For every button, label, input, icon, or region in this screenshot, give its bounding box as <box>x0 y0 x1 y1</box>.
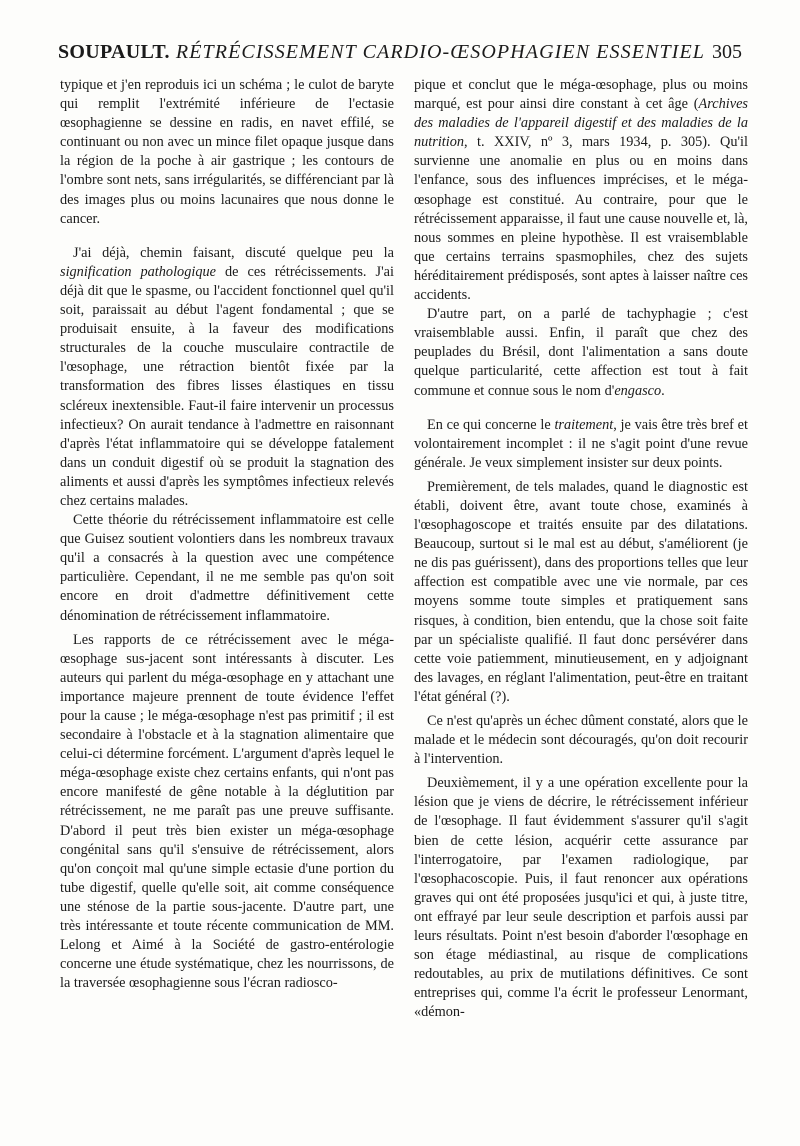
right-column <box>414 76 748 1023</box>
header-author: SOUPAULT. <box>58 41 170 63</box>
paragraph: Cette théorie du rétrécissement inflammatoire est celle que Guisez soutient volontiers dans les nombreux travaux qu'il a consacrés à la question avec une compétence particulière. Cependant, il ne me semble pas qu'on soit encore en droit d'admettre définitivement cette dénomination de rétrécissement inflammatoire. <box>60 512 394 624</box>
emphasis: engasco <box>614 382 662 399</box>
paragraph: En ce qui concerne le traitement, je vais être très bref et volontairement incomplet : il ne s'agit point d'une revue générale. Je veux simplement insister sur deux points. <box>414 416 748 471</box>
paragraph: Premièrement, de tels malades, quand le diagnostic est établi, doivent être, avant toute chose, examinés à l'œsophagoscope et traités ensuite par des dilatations. Beaucoup, surtout si le mal est au début, s'améliorent (je ne dis pas guérissent), dans des proportions telles que leur affection est compatible avec une vie normale, par ces moyens somme toute simples et pratiquement sans risques, à condition, bien entendu, que la chose soit faite par un spécialiste qualifié. Il faut donc persévérer dans cette voie patiemment, minutieusement, en y adjoignant des lavages, en réglant l'alimentation, peut-être en traitant l'état général (?). <box>414 478 748 705</box>
paragraph: typique et j'en reproduis ici un schéma ; le culot de baryte qui remplit l'extrémité inférieure de l'ectasie œsophagienne se dessine en radis, en navet effilé, se continuant ou non avec un mince filet opaque jusque dans la région de la poche à air gastrique ; les contours de l'ombre sont nets, sans irrégularités, se différenciant par là des images plus ou moins lacunaires que nous donne le cancer. <box>60 77 394 227</box>
running-header <box>58 38 742 66</box>
paragraph: pique et conclut que le méga-œsophage, plus ou moins marqué, est pour ainsi dire constant à cet âge (Archives des maladies de l'appareil digestif et des maladies de la nutrition, t. XXIV, nº 3, mars 1934, p. 305). Qu'il survienne une anomalie en plus ou en moins dans l'enfance, sous des influences imprécises, et le méga-œsophage est constitué. Au contraire, pour que le rétrécissement apparaisse, il faut une cause nouvelle et, là, nous sommes en pleine hypothèse. Il est vraisemblable que certains terrains spasmophiles, chez des sujets héréditairement prédisposés, sont aptes à laisser naître ces accidents. <box>414 77 748 304</box>
emphasis: signification pathologique <box>60 263 216 280</box>
citation: Archives des maladies de l'appareil digestif et des maladies de la nutrition <box>414 96 748 151</box>
paragraph: Deuxièmement, il y a une opération excellente pour la lésion que je viens de décrire, le rétrécissement inférieur de l'œsophage. Il faut évidemment s'assurer qu'il s'agit bien de cette lésion, acquérir cette assurance par l'interrogatoire, par l'examen radiologique, par l'œsophacoscopie. Puis, il faut renoncer aux opérations graves qui ont été proposées jusqu'ici et qui, à juste titre, ont effrayé par leur seule description et parfois aussi par leurs résultats. Point n'est besoin d'aborder l'œsophage en son étage médiastinal, au risque de complications redoutables, au prix de mutilations définitives. Ce sont entreprises qui, comme l'a écrit le professeur Lenormant, «démon- <box>414 775 748 1021</box>
header-title: RÉTRÉCISSEMENT CARDIO-ŒSOPHAGIEN ESSENTIEL <box>169 41 706 63</box>
paragraph: D'autre part, on a parlé de tachyphagie ; c'est vraisemblable aussi. Enfin, il paraît que chez des peuplades du Brésil, dont l'alimentation a sans doute quelque particularité, cette affection est tout à fait commune et connue sous le nom d'engasco. <box>414 306 748 399</box>
left-column <box>60 76 394 993</box>
paragraph: J'ai déjà, chemin faisant, discuté quelque peu la signification pathologique de ces rétrécissements. J'ai déjà dit que le spasme, ou l'accident fonctionnel quel qu'il soit, paraissait au début l'agent fondamental ; que se produisait ensuite, à la faveur des modifications structurales de la couche musculaire contractile de l'œsophage, une rétraction bientôt fixée par la transformation des fibres lisses élastiques en tissu scléreux inextensible. Faut-il faire intervenir un processus infectieux? On aurait tendance à l'admettre en raisonnant d'après l'état inflammatoire qui se développe fatalement dans un conduit digestif où se produit la stagnation des aliments et aussi d'après les symptômes infectieux relevés chez certains malades. <box>60 244 394 509</box>
page-number: 305 <box>712 41 742 63</box>
paragraph: Les rapports de ce rétrécissement avec le méga-œsophage sus-jacent sont intéressants à discuter. Les auteurs qui parlent du méga-œsophage en y attachant une importance majeure prennent de toute évidence l'effet pour la cause ; le méga-œsophage n'est pas primitif ; il est secondaire à l'obstacle et à la stagnation alimentaire que celui-ci détermine forcément. L'argument d'après lequel le méga-œsophage existe chez certains enfants, qui n'ont pas encore manifesté de gêne notable à la déglutition par rétrécissement, ne me paraît pas une preuve suffisante. D'abord il peut très bien exister un méga-œsophage congénital sans qu'il s'ensuive de rétrécissement, alors qu'on conçoit mal qu'une simple ectasie d'une portion du tube digestif, quelle qu'elle soit, ait comme conséquence une sténose de la partie sous-jacente. D'autre part, une très intéressante et toute récente communication de MM. Lelong et Aimé à la Société de gastro-entérologie concerne une étude systématique, chez les nourrissons, de la traversée œsophagienne sous l'écran radiosco- <box>60 631 394 992</box>
paragraph: Ce n'est qu'après un échec dûment constaté, alors que le malade et le médecin sont découragés, qu'on doit recourir à l'intervention. <box>414 713 748 768</box>
emphasis: traitement <box>554 416 614 433</box>
